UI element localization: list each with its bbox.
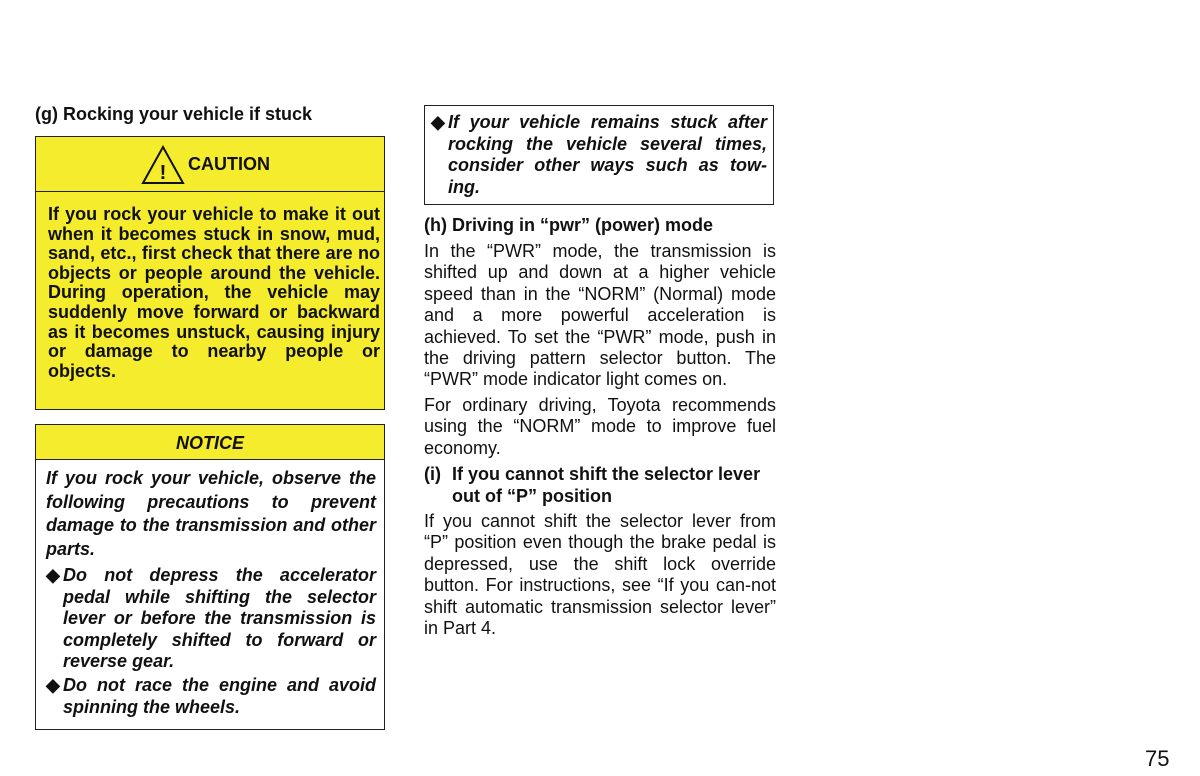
caution-label: CAUTION — [188, 154, 270, 174]
caution-box — [35, 136, 385, 410]
notice-header: NOTICE — [36, 425, 384, 460]
notice-bullet-text: Do not race the engine and avoid spinning the wheels. — [63, 675, 376, 717]
section-g-heading: (g) Rocking your vehicle if stuck — [35, 104, 313, 124]
tip-bullet — [431, 112, 767, 198]
section-h-heading: (h) Driving in “pwr” (power) mode — [424, 215, 713, 235]
page-number: 75 — [1145, 746, 1170, 771]
section-h-paragraph: In the “PWR” mode, the transmission is shifted up and down at a higher vehicle speed than in the “NORM” (Normal) mode and a more powerful acceleration is achieved. To set the “PWR” mode, push in the driving pattern selector button. The “PWR” mode indicator light comes on. — [424, 241, 776, 390]
tip-text: If your vehicle remains stuck after rocking the vehicle several times, consider other ways such as tow-ing. — [448, 112, 767, 197]
notice-bullet-text: Do not depress the accelerator pedal while shifting the selector lever or before the transmission is completely shifted to forward or reverse gear. — [63, 565, 376, 671]
diamond-bullet-icon: ◆ — [46, 675, 60, 695]
section-i-title: If you cannot shift the selector lever out of “P” position — [452, 464, 761, 506]
svg-text:!: ! — [159, 162, 167, 184]
section-i-number: (i) — [424, 464, 441, 484]
warning-triangle-icon — [141, 145, 185, 185]
tip-box — [424, 105, 774, 205]
section-h-paragraph: For ordinary driving, Toyota recommends using the “NORM” mode to improve fuel economy. — [424, 395, 776, 458]
notice-intro: If you rock your vehicle, observe the following precautions to prevent damage to the transmission and other parts. — [46, 468, 376, 559]
notice-bullet — [46, 675, 376, 718]
notice-bullet — [46, 565, 376, 673]
notice-box — [35, 424, 385, 730]
diamond-bullet-icon: ◆ — [46, 565, 60, 585]
caution-header — [36, 137, 384, 192]
section-i-paragraph: If you cannot shift the selector lever from “P” position even though the brake pedal is depressed, use the shift lock override button. For instructions, see “If you can-not shift automatic transmission selector lever” in Part 4. — [424, 511, 776, 639]
section-i-heading — [424, 464, 776, 507]
diamond-bullet-icon: ◆ — [431, 112, 445, 132]
caution-text: If you rock your vehicle to make it out when it becomes stuck in snow, mud, sand, etc., first check that there are no objects or people around the vehicle. During operation, the vehicle may suddenly move forward or backward as it becomes unstuck, causing injury or damage to nearby people or objects. — [48, 204, 380, 381]
